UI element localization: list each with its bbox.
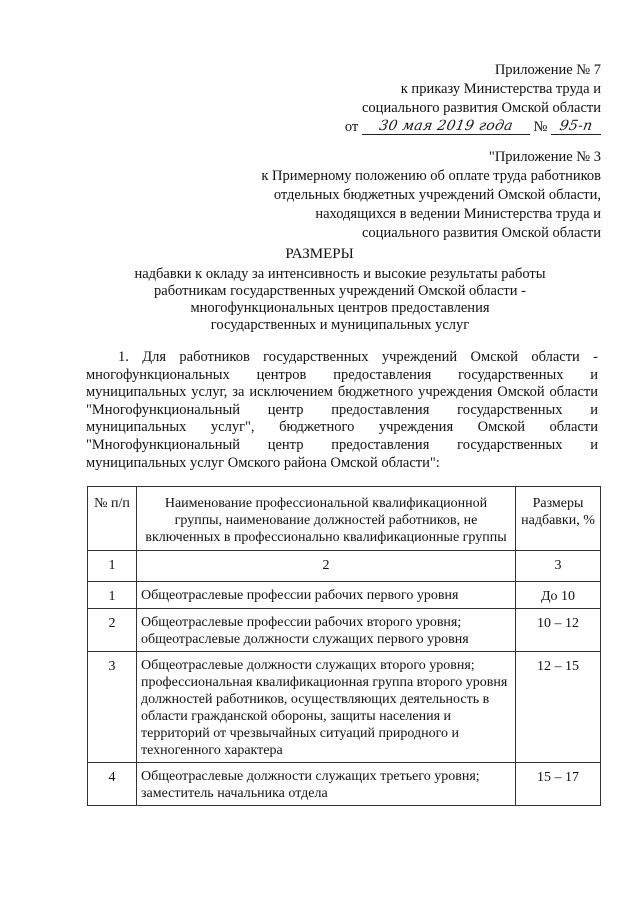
annex-sub-line1: "Приложение № 3 bbox=[488, 149, 601, 165]
row-number: 4 bbox=[88, 763, 137, 806]
row-number: 1 bbox=[88, 582, 137, 609]
header-number: № п/п bbox=[88, 487, 137, 551]
header-size: Размеры надбавки, % bbox=[516, 487, 601, 551]
row-size: 10 – 12 bbox=[516, 609, 601, 652]
subtitle-line3: многофункциональных центров предоставления bbox=[190, 300, 490, 316]
paragraph-1: 1. Для работников государственных учреждений Омской области - многофункциональных центров предоставления государственных и муниципальных услуг, за исключением бюджетного учреждения Омской области "Многофункциональный центр предоставления государственных и муниципальных услуг", бюджетного учреждения Омской области "Многофункциональный центр предоставления государственных и муниципальных услуг Омского района Омской области": bbox=[86, 349, 598, 471]
date-field bbox=[362, 119, 530, 137]
annex-sub-line2: к Примерному положению об оплате труда работников bbox=[261, 168, 601, 184]
row-size: 12 – 15 bbox=[516, 652, 601, 763]
annex-sub-line4: находящихся в ведении Министерства труда и bbox=[315, 206, 601, 222]
document-subtitle bbox=[60, 266, 620, 334]
annex-ministry: социального развития Омской области bbox=[362, 100, 601, 116]
body-paragraph bbox=[86, 349, 598, 472]
annex-number: Приложение № 7 bbox=[494, 62, 601, 78]
column-number-2: 2 bbox=[137, 551, 516, 582]
header-name: Наименование профессиональной квалификационной группы, наименование должностей работников, не включенных в профессионально квалификационные группы bbox=[137, 487, 516, 551]
row-name: Общеотраслевые должности служащих третьего уровня; заместитель начальника отдела bbox=[137, 763, 516, 806]
row-size: 15 – 17 bbox=[516, 763, 601, 806]
row-size: До 10 bbox=[516, 582, 601, 609]
row-number: 2 bbox=[88, 609, 137, 652]
column-number-1: 1 bbox=[88, 551, 137, 582]
table-row bbox=[88, 652, 601, 763]
row-name: Общеотраслевые должности служащих второго уровня; профессиональная квалификационная группа второго уровня должностей работников, осуществляющих деятельность в области гражданской обороны, защиты населения и территорий от чрезвычайных ситуаций природного и техногенного характера bbox=[137, 652, 516, 763]
annex-header bbox=[345, 61, 601, 137]
table-row bbox=[88, 582, 601, 609]
column-number-3: 3 bbox=[516, 551, 601, 582]
table-header-row bbox=[88, 487, 601, 551]
number-label: № bbox=[533, 119, 548, 135]
row-name: Общеотраслевые профессии рабочих первого уровня bbox=[137, 582, 516, 609]
annex-subheader bbox=[261, 148, 601, 243]
handwritten-number: 95-п bbox=[558, 118, 594, 134]
row-number: 3 bbox=[88, 652, 137, 763]
table-row bbox=[88, 609, 601, 652]
subtitle-line4: государственных и муниципальных услуг bbox=[210, 317, 470, 333]
annex-order-ref: к приказу Министерства труда и bbox=[400, 81, 601, 97]
annex-date-line bbox=[345, 118, 601, 137]
number-field bbox=[551, 119, 601, 137]
allowance-table bbox=[87, 486, 601, 806]
column-numbering-row bbox=[88, 551, 601, 582]
ot-label: от bbox=[344, 119, 359, 135]
row-name: Общеотраслевые профессии рабочих второго уровня; общеотраслевые должности служащих первого уровня bbox=[137, 609, 516, 652]
annex-sub-line3: отдельных бюджетных учреждений Омской области, bbox=[273, 187, 601, 203]
subtitle-line1: надбавки к окладу за интенсивность и высокие результаты работы bbox=[134, 266, 546, 282]
subtitle-line2: работникам государственных учреждений Омской области - bbox=[154, 283, 526, 299]
annex-sub-line5: социального развития Омской области bbox=[362, 225, 601, 241]
handwritten-date: 30 мая 2019 года bbox=[377, 118, 515, 134]
document-title: РАЗМЕРЫ bbox=[285, 246, 354, 262]
table-row bbox=[88, 763, 601, 806]
